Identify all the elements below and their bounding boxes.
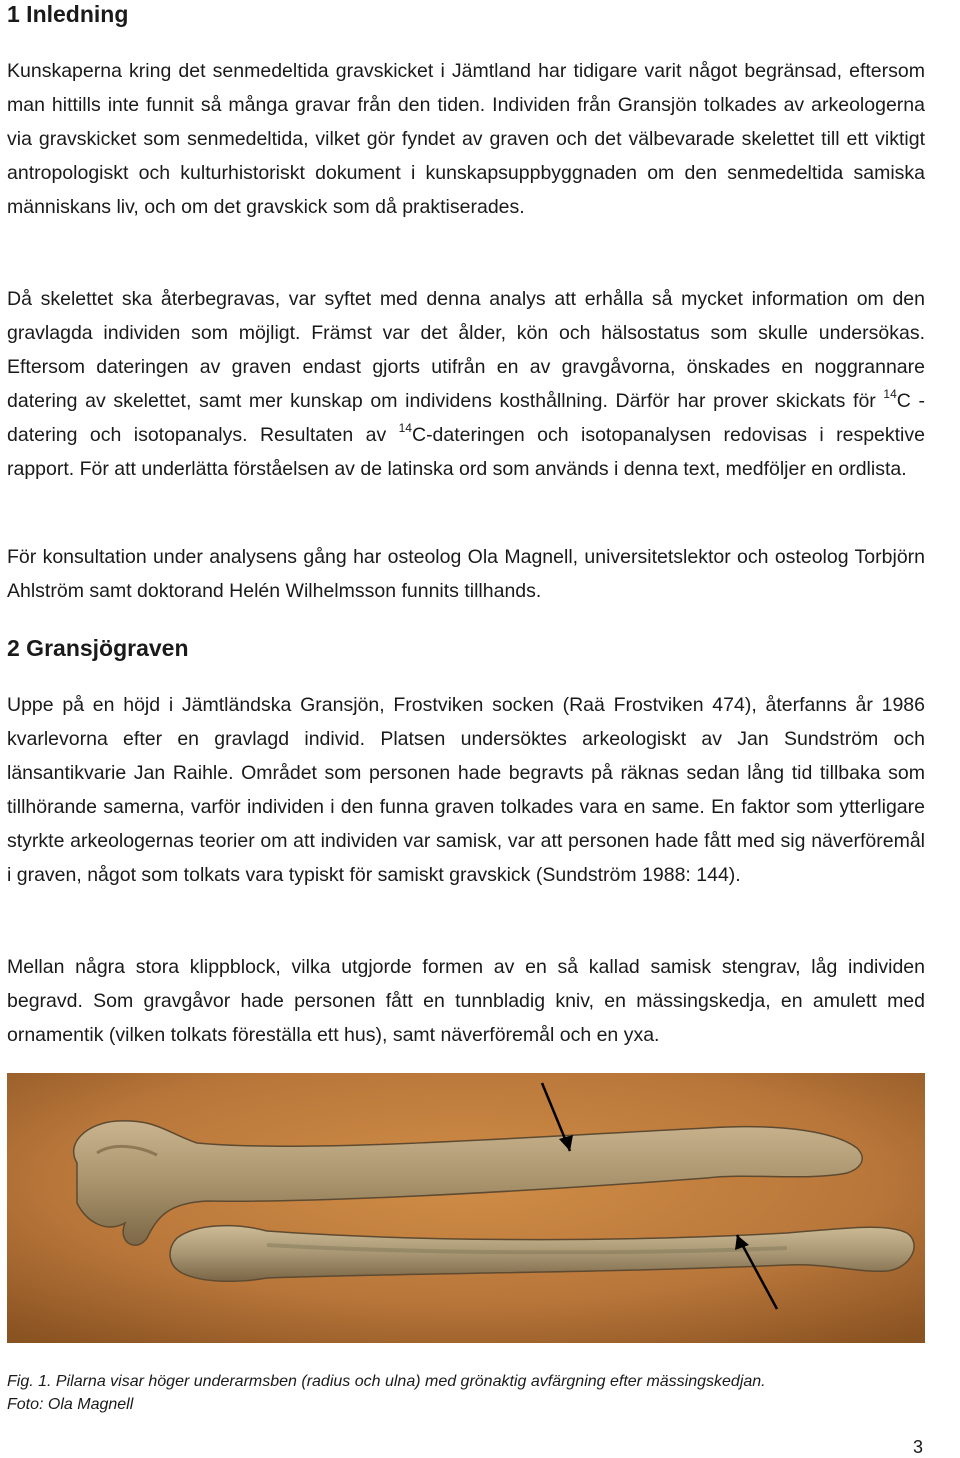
text-segment: C -datering och isotopanalys. Resultaten av [7, 390, 925, 446]
paragraph-inledning-1: Kunskaperna kring det senmedeltida gravskicket i Jämtland har tidigare varit något begränsad, eftersom man hittills inte funnit så många gravar från den tiden. Individen från Gransjön tolkades av arkeologerna via gravskicket som senmedeltida, vilket gör fyndet av graven och det välbevarade skelettet till ett viktigt antropologiskt och kulturhistoriskt dokument i kunskapsuppbyggnaden om den senmedeltida samiska människans liv, och om det gravskick som då praktiserades. [7, 60, 925, 218]
text-segment: Då skelettet ska återbegravas, var syftet med denna analys att erhålla så mycket information om den gravlagda individen som möjligt. Främst var det ålder, kön och hälsostatus som skulle undersökas. Eftersom dateringen av graven endast gjorts utifrån en av gravgåvorna, önskades en noggrannare datering av skelettet, samt mer kunskap om individens kosthållning. Därför har prover skickats för [7, 288, 925, 412]
heading-inledning: 1 Inledning [7, 1, 129, 27]
paragraph-gransjograven-2: Mellan några stora klippblock, vilka utgjorde formen av en så kallad samisk stengrav, låg individen begravd. Som gravgåvor hade personen fått en tunnbladig kniv, en mässingskedja, en amulett med ornamentik (vilken tolkats föreställa ett hus), samt näverföremål och en yxa. [7, 956, 925, 1046]
bones-photo [7, 1073, 925, 1343]
figure-caption [7, 1370, 925, 1416]
paragraph-gransjograven-1: Uppe på en höjd i Jämtländska Gransjön, Frostviken socken (Raä Frostviken 474), återfanns år 1986 kvarlevorna efter en gravlagd individ. Platsen undersöktes arkeologiskt av Jan Sundström och länsantikvarie Jan Raihle. Området som personen hade begravts på räknas sedan lång tid tillbaka som tillhörande samerna, varför individen i den funna graven tolkades vara en same. En faktor som ytterligare styrkte arkeologernas teorier om att individen var samisk, var att personen hade fått med sig näverföremål i graven, något som tolkats vara typiskt för samiskt gravskick (Sundström 1988: 144). [7, 694, 925, 886]
paragraph-inledning-3: För konsultation under analysens gång har osteolog Ola Magnell, universitetslektor och osteolog Torbjörn Ahlström samt doktorand Helén Wilhelmsson funnits tillhands. [7, 546, 925, 602]
photo-credit: Foto: Ola Magnell [7, 1396, 134, 1413]
heading-gransjograven: 2 Gransjögraven [7, 635, 189, 661]
superscript: 14 [883, 387, 897, 401]
caption-line: Fig. 1. Pilarna visar höger underarmsben (radius och ulna) med grönaktig avfärgning efter mässingskedjan. [7, 1373, 766, 1390]
page-number: 3 [912, 1437, 923, 1457]
superscript: 14 [398, 421, 412, 435]
paragraph-inledning-2 [7, 282, 925, 486]
figure-bones-photo [7, 1073, 925, 1343]
text-segment: C-dateringen och isotopanalysen redovisas i respektive rapport. För att underlätta förståelsen av de latinska ord som används i denna text, medföljer en ordlista. [7, 424, 925, 480]
